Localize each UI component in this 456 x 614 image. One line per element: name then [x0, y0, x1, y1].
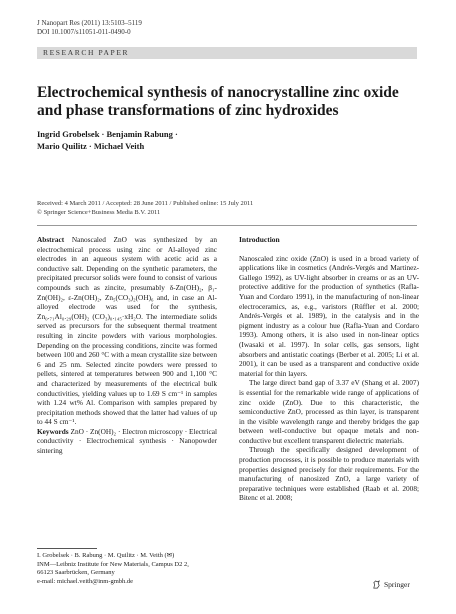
article-title: Electrochemical synthesis of nanocrystalline zinc oxide and phase transformations of zinc hydroxides [37, 84, 399, 119]
footnote-institute: INM—Leibniz Institute for New Materials, Campus D2 2, [37, 560, 189, 568]
footnote-email[interactable]: e-mail: michael.veith@inm-gmbh.de [37, 577, 134, 585]
author-affiliation-footnote [37, 552, 227, 586]
article-type-band [37, 47, 417, 59]
article-type-label: RESEARCH PAPER [43, 48, 130, 57]
publication-history [37, 200, 427, 217]
author-list [37, 129, 337, 152]
springer-horse-icon [372, 580, 381, 589]
intro-paragraph-3: Through the specifically designed development of production processes, it is possible to produce materials with properties designed precisely for their requirements. For the manufacturing of nanosized ZnO, a large variety of preparative techniques were established (Raab et al. 2008; Bitenc et al. 2008; [239, 445, 419, 503]
authors-line-2: Mario Quilitz · Michael Veith [37, 140, 145, 151]
keywords-label: Keywords [37, 426, 69, 436]
footnote-address: 66123 Saarbrücken, Germany [37, 569, 115, 576]
intro-paragraph-2: The large direct band gap of 3.37 eV (Shang et al. 2007) is essential for the remarkable wide range of applications of zinc oxide (ZnO). Due to this characteristic, the semiconductive ZnO, processed as thin layer, is transparent in the visible wavelength range and thereby bridges the gap between well-conductive but opaque metals and non-conductive but excellent transparent dielectric materials. [239, 378, 419, 445]
left-column [37, 235, 217, 456]
abstract [37, 235, 217, 427]
doi[interactable]: DOI 10.1007/s11051-011-0490-0 [37, 28, 131, 36]
right-column [239, 235, 419, 503]
abstract-label: Abstract [37, 235, 65, 244]
received-dates: Received: 4 March 2011 / Accepted: 28 June 2011 / Published online: 15 July 2011 [37, 200, 254, 207]
intro-paragraph-1: Nanoscaled zinc oxide (ZnO) is used in a broad variety of applications like in cosmetics (Andrés-Vergés and Martinez-Gallego 1992), as UV-light absorber in creams or as an UV-protective additive for the production of synthetics (Rafla-Yuan and Cordaro 1991), in the manufacturing of non-linear electroceramics, as, e.g., varistors (Rüffler et al. 2000; Andrés-Vergés et al. 1989), in the catalysis and in the pigment industry as a colour hue (Rafla-Yuan and Cordaro 1993). Among others, it is also used in non-linear optics (Iwasaki et al. 1997). In solar cells, gas sensors, light absorbers and antistatic coatings (Berber et al. 2005; Li et al. 2001), it can be used as a transparent and conductive oxide material for thin layers. [239, 253, 419, 378]
authors-line-1: Ingrid Grobelsek · Benjamin Rabung · [37, 129, 178, 139]
journal-header [37, 19, 142, 37]
divider [37, 225, 417, 226]
footnote-rule [37, 548, 97, 549]
publisher-logo [372, 580, 410, 589]
footnote-authors: I. Grobelsek · B. Rabung · M. Quilitz · M. Veith (✉) [37, 552, 175, 559]
keywords [37, 427, 217, 456]
copyright: © Springer Science+Business Media B.V. 2011 [37, 208, 161, 216]
publisher-name: Springer [384, 580, 410, 589]
abstract-text: Nanoscaled ZnO was synthesized by an electrochemical process using zinc or Al-alloyed zinc electrodes in an aqueous system with acetic acid as a conductive salt. Depending on the synthetic parameters, the precipitated precursor solids were found to consist of various compounds such as zincite, presumably δ-Zn(OH)₂, β₁-Zn(OH)₂, ε-Zn(OH)₂, Zn₅(CO₃)₂(OH)₆ and, in case an Al-alloyed electrode was used for the synthesis, Zn₀.₇₁Al₀.₂₉(OH)₂ (CO₃)₀.₁₄₅·xH₂O. The intermediate solids served as precursors for the subsequent thermal treatment resulting in zincite powders with various morphologies. Depending on the processing conditions, zincite was formed between 100 and 260 °C with a mean crystallite size between 6 and 25 nm. Selected zincite powders were pressed to pellets, sintered at temperatures between 900 and 1,100 °C and characterized by measurements of the electrical bulk conductivities, yielding values up to 1.69 S cm⁻¹ in samples with 1.24 wt% Al. Comparison with samples prepared by precipitation methods showed that the latter had values of up to 44 S cm⁻¹. [37, 235, 218, 427]
section-heading-introduction: Introduction [239, 235, 280, 244]
journal-citation: J Nanopart Res (2011) 13:5103–5119 [37, 19, 142, 27]
keywords-text: ZnO · Zn(OH)₂ · Electron microscopy · Electrical conductivity · Electrochemical synthesis · Nanopowder sintering [37, 426, 217, 456]
